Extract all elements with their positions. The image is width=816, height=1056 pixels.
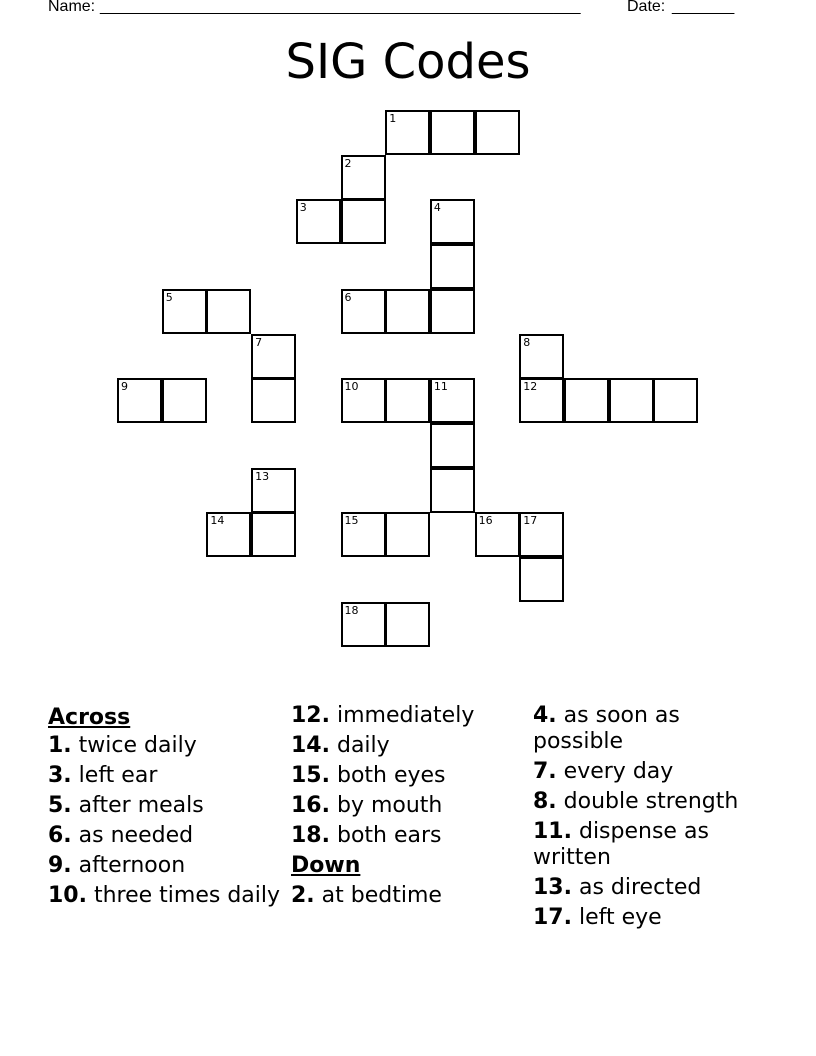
clue-number: 18. [291, 823, 330, 848]
clue-item [533, 875, 773, 901]
crossword-cell[interactable] [385, 289, 430, 334]
clue-text: afternoon [78, 853, 186, 878]
crossword-cell[interactable] [341, 602, 386, 647]
cell-number: 9 [121, 380, 128, 394]
clue-text: by mouth [336, 793, 443, 818]
clue-number: 2. [291, 883, 315, 908]
crossword-cell[interactable] [206, 512, 251, 557]
down-clue-list-continued [533, 703, 773, 931]
crossword-cell[interactable] [519, 512, 564, 557]
crossword-cell[interactable] [430, 378, 475, 423]
clue-text: both ears [336, 823, 442, 848]
clue-item [291, 793, 531, 819]
clue-text: after meals [78, 793, 204, 818]
across-heading: Across [48, 705, 131, 730]
clue-number: 11. [533, 819, 572, 844]
clue-text: daily [336, 733, 390, 758]
down-clue-list [291, 883, 531, 909]
crossword-cell[interactable] [296, 199, 341, 244]
clue-item [48, 793, 288, 819]
crossword-cell[interactable] [385, 110, 430, 155]
clue-number: 9. [48, 853, 72, 878]
crossword-cell[interactable] [519, 378, 564, 423]
clue-item [291, 703, 531, 729]
crossword-cell[interactable] [385, 512, 430, 557]
clue-item [291, 763, 531, 789]
clue-number: 16. [291, 793, 330, 818]
page-title: SIG Codes [285, 34, 531, 90]
clues-column-2 [291, 703, 531, 913]
crossword-cell[interactable] [430, 468, 475, 513]
clue-item [48, 883, 288, 909]
cell-number: 11 [433, 380, 448, 394]
crossword-cell[interactable] [519, 557, 564, 602]
name-field[interactable]: ______________________________________________________ [100, 0, 581, 15]
crossword-cell[interactable] [251, 378, 296, 423]
clue-item [533, 905, 773, 931]
clue-text: immediately [336, 703, 475, 728]
clue-item [533, 759, 773, 785]
clue-item [48, 763, 288, 789]
crossword-cell[interactable] [341, 199, 386, 244]
crossword-cell[interactable] [341, 289, 386, 334]
clue-number: 7. [533, 759, 557, 784]
crossword-cell[interactable] [430, 244, 475, 289]
down-heading: Down [291, 853, 361, 878]
cell-number: 18 [344, 603, 359, 617]
crossword-cell[interactable] [251, 468, 296, 513]
clue-number: 14. [291, 733, 330, 758]
crossword-cell[interactable] [341, 155, 386, 200]
clue-number: 1. [48, 733, 72, 758]
clue-number: 15. [291, 763, 330, 788]
crossword-cell[interactable] [609, 378, 654, 423]
clue-number: 17. [533, 905, 572, 930]
clue-item [291, 823, 531, 849]
across-clue-list-continued [291, 703, 531, 849]
clue-item [48, 733, 288, 759]
clue-item [533, 819, 773, 871]
crossword-cell[interactable] [251, 512, 296, 557]
date-label: Date: [627, 0, 666, 15]
clue-text: three times daily [93, 883, 281, 908]
crossword-cell[interactable] [653, 378, 698, 423]
cell-number: 12 [523, 380, 538, 394]
crossword-cell[interactable] [564, 378, 609, 423]
cell-number: 6 [344, 290, 352, 304]
clue-item [533, 703, 773, 755]
clue-number: 10. [48, 883, 87, 908]
name-label: Name: [48, 0, 96, 15]
cell-number: 8 [523, 335, 531, 349]
clue-text: twice daily [78, 733, 197, 758]
cell-number: 5 [165, 290, 173, 304]
clue-text: as soon as possible [533, 703, 680, 754]
crossword-cell[interactable] [341, 378, 386, 423]
clue-number: 12. [291, 703, 330, 728]
crossword-cell[interactable] [251, 334, 296, 379]
across-clue-list [48, 733, 288, 909]
cell-number: 7 [255, 335, 263, 349]
crossword-cell[interactable] [385, 602, 430, 647]
clue-item [533, 789, 773, 815]
clue-number: 3. [48, 763, 72, 788]
crossword-cell[interactable] [519, 334, 564, 379]
crossword-cell[interactable] [430, 199, 475, 244]
clue-item [291, 733, 531, 759]
clue-text: as needed [78, 823, 194, 848]
crossword-cell[interactable] [162, 378, 207, 423]
clue-text: every day [563, 759, 674, 784]
clue-number: 13. [533, 875, 572, 900]
clue-text: left ear [78, 763, 158, 788]
cell-number: 13 [255, 469, 270, 483]
crossword-cell[interactable] [206, 289, 251, 334]
clue-number: 8. [533, 789, 557, 814]
clue-text: at bedtime [321, 883, 442, 908]
clue-number: 6. [48, 823, 72, 848]
crossword-cell[interactable] [475, 110, 520, 155]
clue-text: both eyes [336, 763, 446, 788]
clue-text: as directed [578, 875, 702, 900]
cell-number: 4 [433, 201, 441, 215]
crossword-cell[interactable] [117, 378, 162, 423]
clue-item [291, 883, 531, 909]
cell-number: 17 [523, 514, 538, 528]
clue-number: 5. [48, 793, 72, 818]
date-field[interactable]: _______ [672, 0, 735, 15]
clue-item [48, 853, 288, 879]
clues-column-1 [48, 703, 288, 913]
clue-text: dispense as written [533, 819, 709, 870]
cell-number: 16 [478, 514, 493, 528]
clue-text: double strength [563, 789, 739, 814]
crossword-cell[interactable] [341, 512, 386, 557]
cell-number: 2 [344, 156, 352, 170]
crossword-cell[interactable] [430, 423, 475, 468]
crossword-cell[interactable] [162, 289, 207, 334]
cell-number: 15 [344, 514, 359, 528]
crossword-cell[interactable] [385, 378, 430, 423]
crossword-cell[interactable] [475, 512, 520, 557]
cell-number: 14 [210, 514, 225, 528]
clue-item [48, 823, 288, 849]
crossword-cell[interactable] [430, 289, 475, 334]
cell-number: 3 [299, 201, 307, 215]
clue-text: left eye [578, 905, 662, 930]
cell-number: 1 [389, 112, 397, 125]
clue-number: 4. [533, 703, 557, 728]
clues-column-3 [533, 703, 773, 935]
cell-number: 10 [344, 380, 359, 394]
crossword-cell[interactable] [430, 110, 475, 155]
